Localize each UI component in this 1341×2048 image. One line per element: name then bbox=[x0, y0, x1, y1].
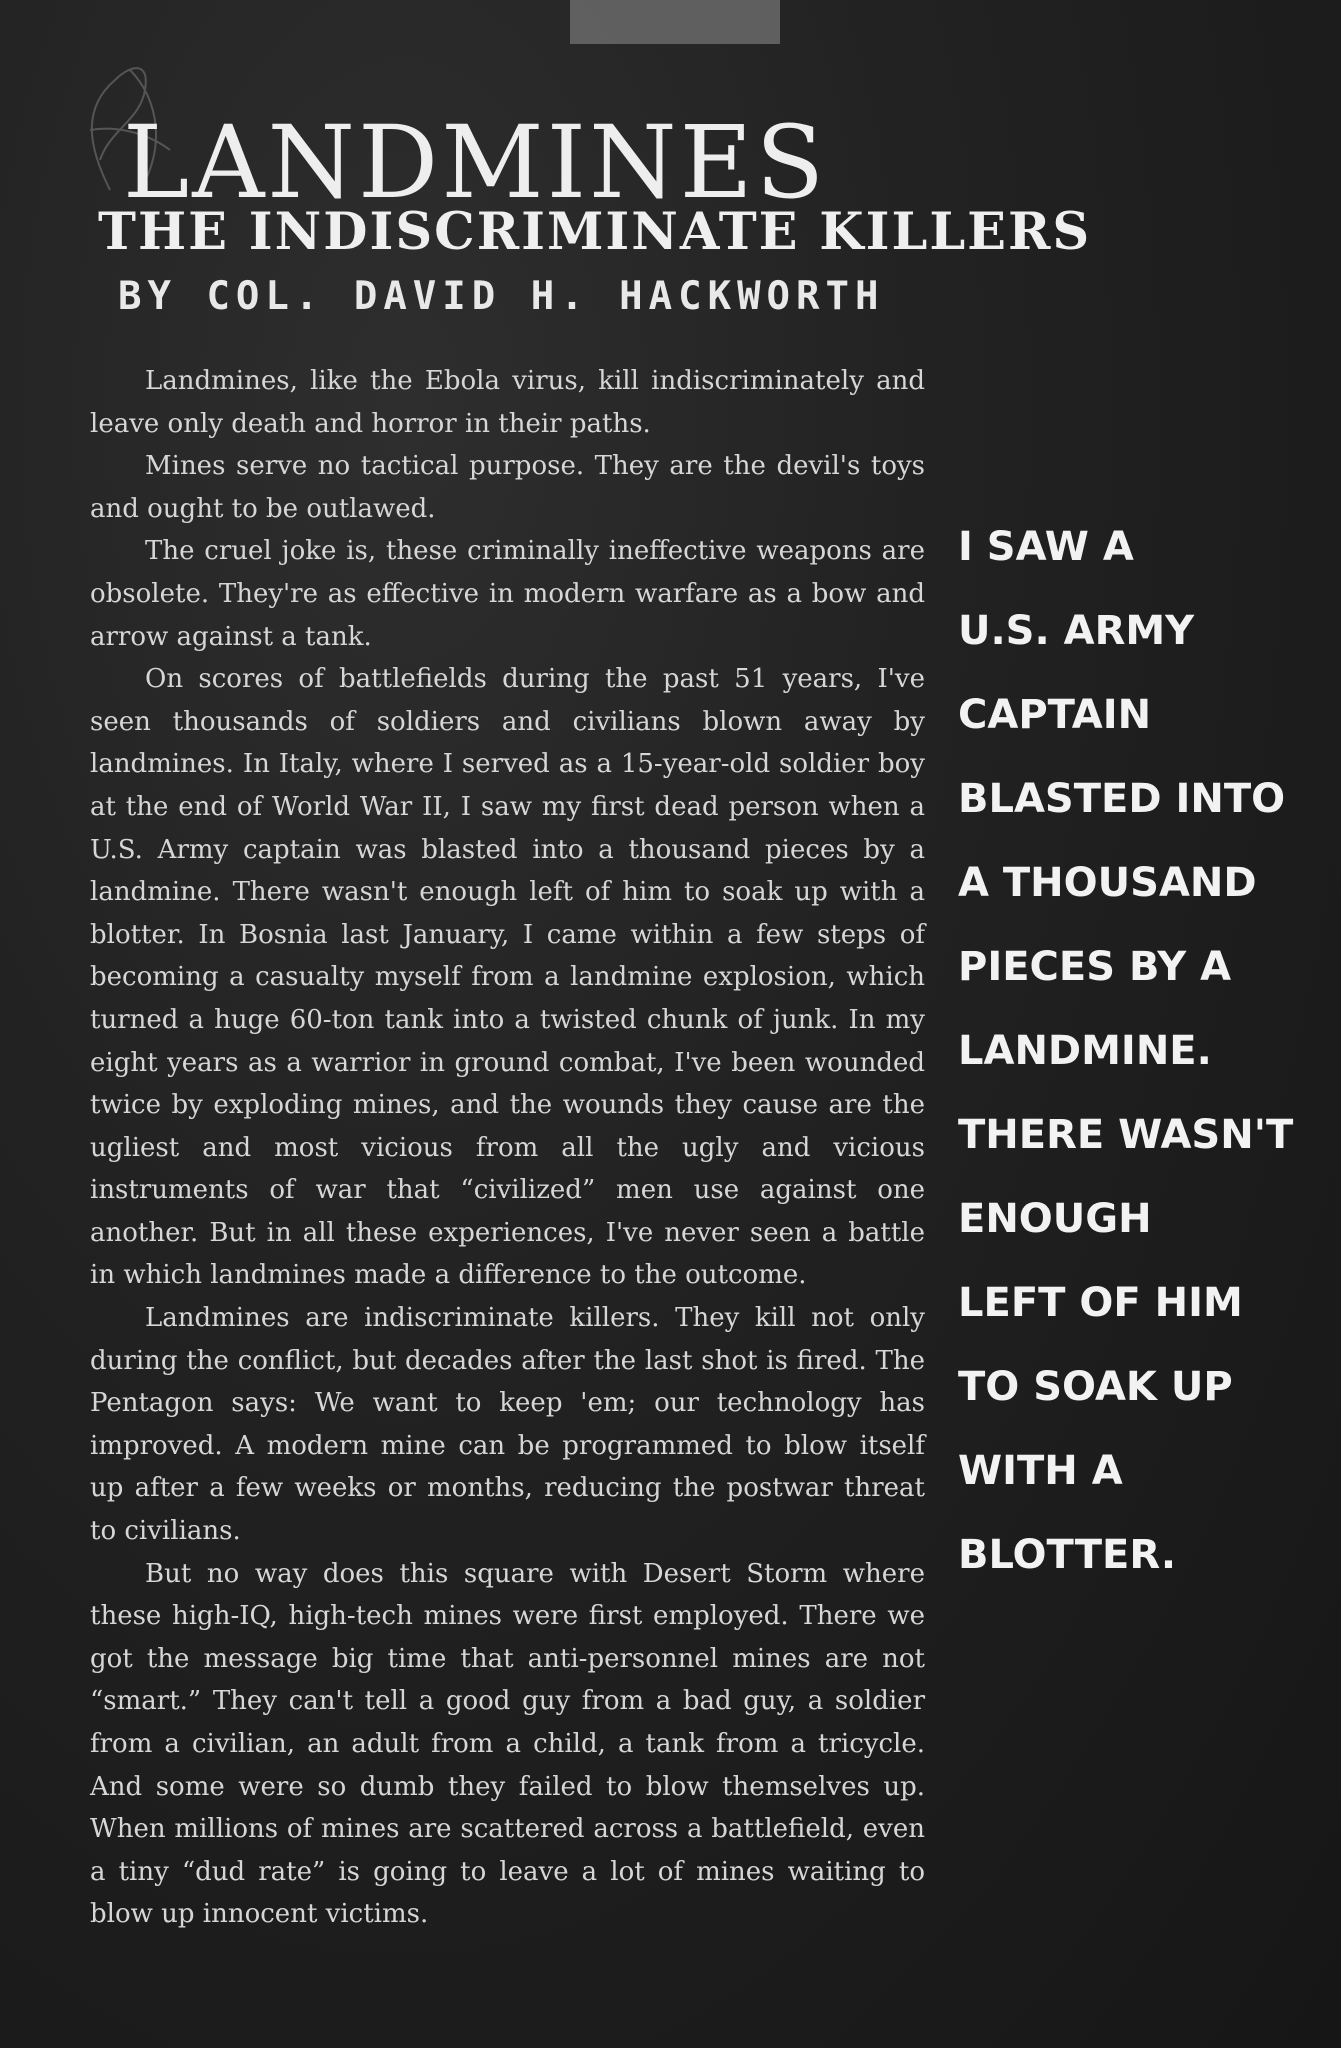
pull-quote-line: WITH A bbox=[958, 1448, 1123, 1494]
pull-quote-line: CAPTAIN bbox=[958, 692, 1152, 738]
paragraph: The cruel joke is, these criminally ineffective weapons are obsolete. They're as effective in modern warfare as a bow and arrow against a tank. bbox=[90, 536, 925, 652]
pull-quote-line: LEFT OF HIM bbox=[958, 1280, 1243, 1326]
article-byline: BY COL. DAVID H. HACKWORTH bbox=[118, 274, 885, 319]
pull-quote-line: PIECES BY A bbox=[958, 944, 1232, 990]
article-title: LANDMINES bbox=[122, 104, 828, 221]
pull-quote-line: BLOTTER. bbox=[958, 1532, 1177, 1578]
pull-quote bbox=[958, 505, 1328, 1597]
pull-quote-line: U.S. ARMY bbox=[958, 608, 1195, 654]
paragraph: Landmines are indiscriminate killers. They kill not only during the conflict, but decades after the last shot is fired. The Pentagon says: We want to keep 'em; our technology has improved. A modern mine can be programmed to blow itself up after a few weeks or months, reducing the postwar threat to civilians. bbox=[90, 1303, 925, 1547]
pull-quote-line: TO SOAK UP bbox=[958, 1364, 1233, 1410]
tape-strip bbox=[570, 0, 780, 44]
article-subtitle: THE INDISCRIMINATE KILLERS bbox=[98, 202, 1092, 262]
pull-quote-line: THERE WASN'T bbox=[958, 1112, 1294, 1158]
pull-quote-line: ENOUGH bbox=[958, 1196, 1152, 1242]
paragraph: Mines serve no tactical purpose. They are the devil's toys and ought to be outlawed. bbox=[90, 451, 925, 524]
pull-quote-line: BLASTED INTO bbox=[958, 776, 1286, 822]
pull-quote-line: A THOUSAND bbox=[958, 860, 1257, 906]
paragraph: On scores of battlefields during the past 51 years, I've seen thousands of soldiers and civilians blown away by landmines. In Italy, where I served as a 15-year-old soldier boy at the end of World War II, I saw my first dead person when a U.S. Army captain was blasted into a thousand pieces by a landmine. There wasn't enough left of him to soak up with a blotter. In Bosnia last January, I came within a few steps of becoming a casualty myself from a landmine explosion, which turned a huge 60-ton tank into a twisted chunk of junk. In my eight years as a warrior in ground combat, I've been wounded twice by exploding mines, and the wounds they cause are the ugliest and most vicious from all the ugly and vicious instruments of war that “civilized” men use against one another. But in all these experiences, I've never seen a battle in which landmines made a difference to the outcome. bbox=[90, 664, 925, 1291]
paragraph: But no way does this square with Desert Storm where these high-IQ, high-tech mines were first employed. There we got the message big time that anti-personnel mines are not “smart.” They can't tell a good guy from a bad guy, a soldier from a civilian, an adult from a child, a tank from a tricycle. And some were so dumb they failed to blow themselves up. When millions of mines are scattered across a battlefield, even a tiny “dud rate” is going to leave a lot of mines waiting to blow up innocent victims. bbox=[90, 1558, 925, 1930]
pull-quote-line: I SAW A bbox=[958, 524, 1134, 570]
paragraph: Landmines, like the Ebola virus, kill indiscriminately and leave only death and horror in their paths. bbox=[90, 366, 925, 439]
pull-quote-line: LANDMINE. bbox=[958, 1028, 1212, 1074]
article-body bbox=[90, 360, 925, 1936]
